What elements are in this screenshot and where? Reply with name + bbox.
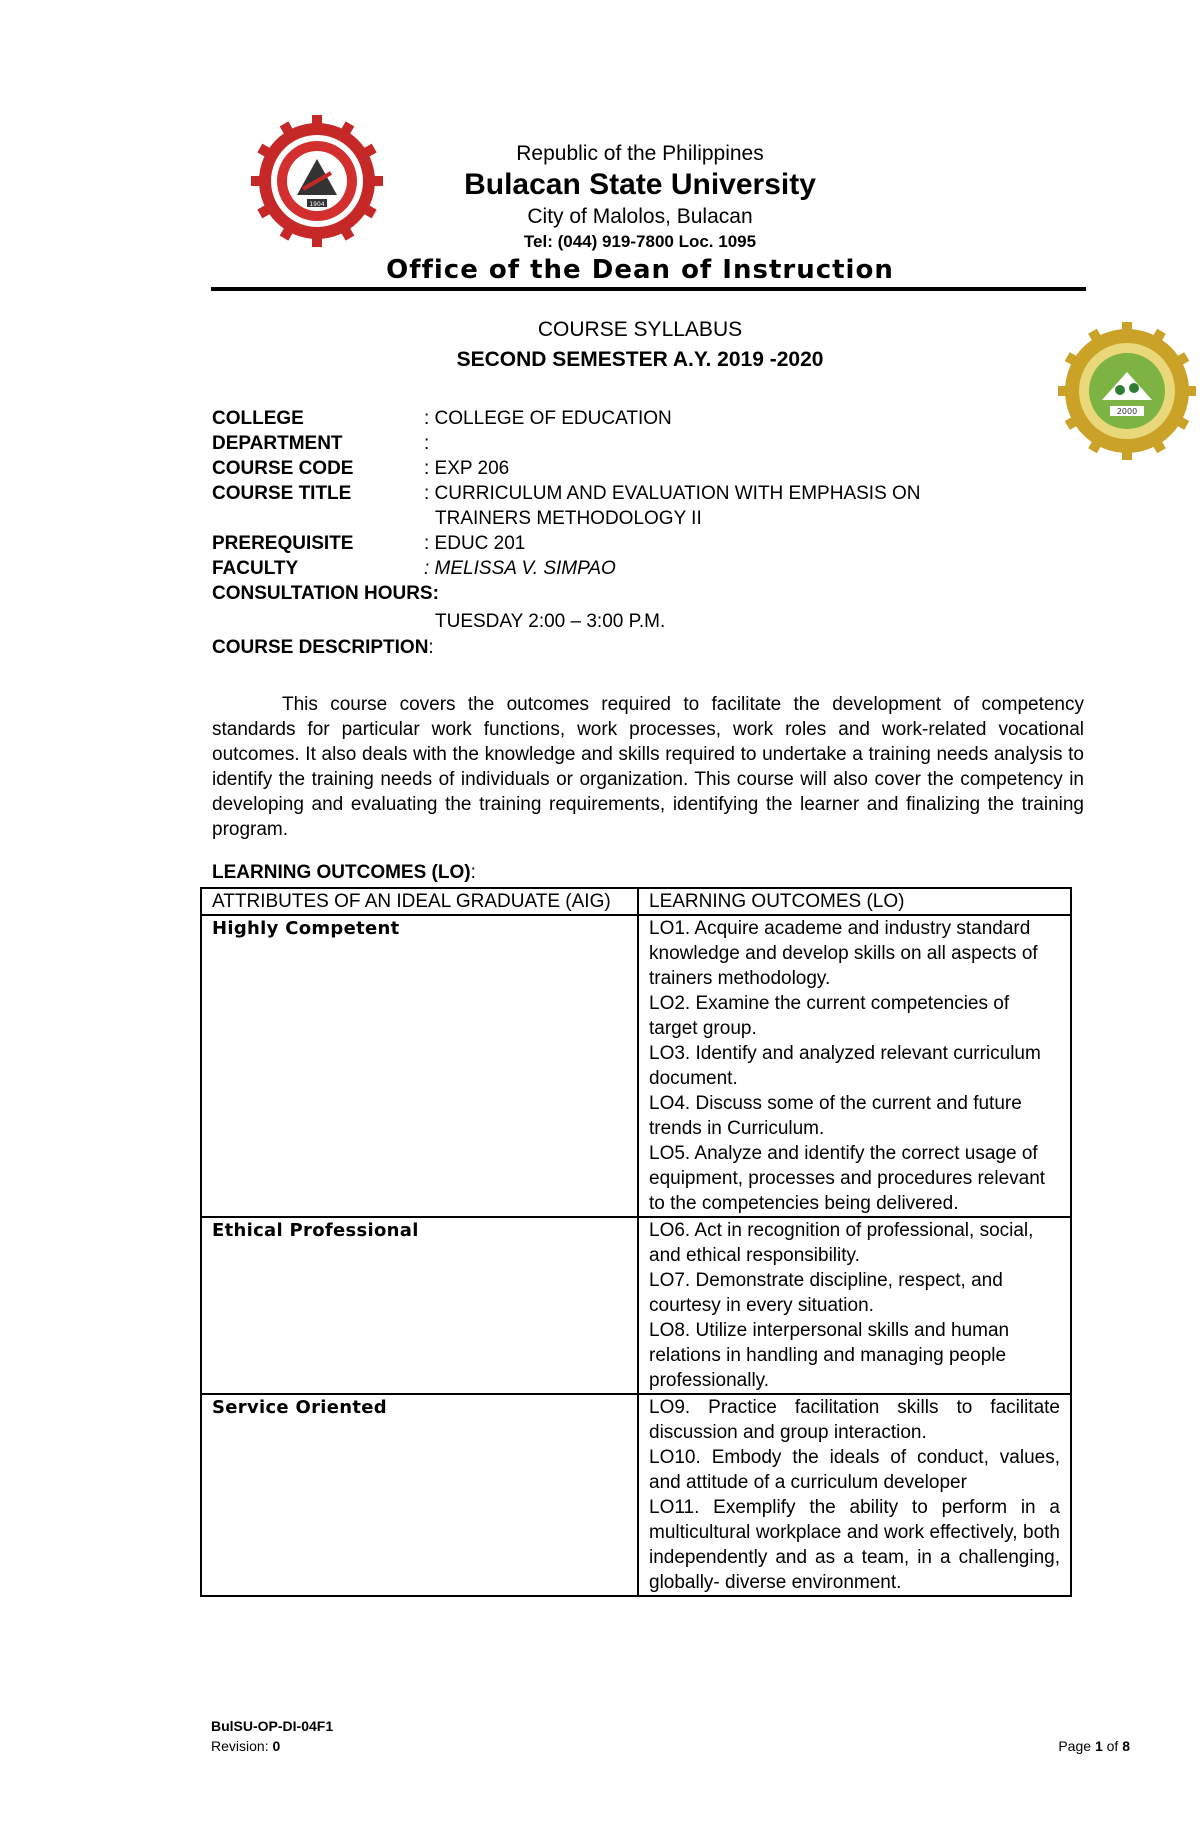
course-code-value: : EXP 206 bbox=[424, 458, 510, 479]
consultation-value: TUESDAY 2:00 – 3:00 P.M. bbox=[435, 611, 666, 632]
lo-item: LO2. Examine the current competencies of target group. bbox=[649, 993, 1010, 1039]
table-row bbox=[201, 1394, 1071, 1596]
course-code-label: COURSE CODE bbox=[212, 458, 354, 479]
department-value: : bbox=[424, 433, 430, 454]
course-description-text: This course covers the outcomes required to facilitate the development of competency standards for particular work functions, work processes, work roles and work-related vocational outcomes. It also deals with the knowledge and skills required to undertake a training needs analysis to identify the training needs of individuals or organization. This course will also cover the competency in developing and evaluating the training requirements, identifying the learner and finalizing the training program. bbox=[212, 694, 1084, 840]
course-title-value-cont: TRAINERS METHODOLOGY II bbox=[435, 508, 702, 529]
prerequisite-label: PREREQUISITE bbox=[212, 533, 354, 554]
revision: Revision: 0 bbox=[211, 1738, 281, 1754]
table-row bbox=[201, 1217, 1071, 1394]
learning-outcomes-heading: LEARNING OUTCOMES (LO): bbox=[212, 862, 476, 883]
republic-text: Republic of the Philippines bbox=[516, 142, 764, 165]
course-title-value: : CURRICULUM AND EVALUATION WITH EMPHASIS ON bbox=[424, 483, 921, 504]
lo-item: LO10. Embody the ideals of conduct, values, and attitude of a curriculum developer bbox=[649, 1447, 1060, 1493]
semester-title: SECOND SEMESTER A.Y. 2019 -2020 bbox=[456, 348, 824, 371]
header-divider bbox=[211, 287, 1086, 291]
form-code: BulSU-OP-DI-04F1 bbox=[211, 1718, 334, 1734]
aig-label: Highly Competent bbox=[212, 918, 400, 939]
city-text: City of Malolos, Bulacan bbox=[527, 205, 753, 228]
tel-text: Tel: (044) 919-7800 Loc. 1095 bbox=[523, 232, 757, 251]
aig-label: Service Oriented bbox=[212, 1397, 387, 1418]
lo-item: LO1. Acquire academe and industry standard knowledge and develop skills on all aspects of trainers methodology. bbox=[649, 918, 1038, 989]
department-label: DEPARTMENT bbox=[212, 433, 343, 454]
course-title-label: COURSE TITLE bbox=[212, 483, 352, 504]
office-title: Office of the Dean of Instruction bbox=[386, 255, 894, 285]
college-value: : COLLEGE OF EDUCATION bbox=[424, 408, 672, 429]
lo-item: LO9. Practice facilitation skills to facilitate discussion and group interaction. bbox=[649, 1397, 1060, 1443]
page-number: Page 1 of 8 bbox=[1058, 1738, 1130, 1754]
lo-item: LO7. Demonstrate discipline, respect, and courtesy in every situation. bbox=[649, 1270, 1003, 1316]
course-description-label: COURSE DESCRIPTION: bbox=[212, 637, 434, 658]
table-row bbox=[201, 915, 1071, 1217]
faculty-label: FACULTY bbox=[212, 558, 299, 579]
lo-item: LO11. Exemplify the ability to perform in a multicultural workplace and work effectively, both independently and as a team, in a challenging, globally- diverse environment. bbox=[649, 1497, 1060, 1593]
lo-item: LO4. Discuss some of the current and future trends in Curriculum. bbox=[649, 1093, 1022, 1139]
syllabus-title: COURSE SYLLABUS bbox=[537, 318, 743, 341]
svg-text:2000: 2000 bbox=[1116, 407, 1138, 416]
faculty-value: : MELISSA V. SIMPAO bbox=[424, 558, 616, 579]
table-header-row bbox=[201, 888, 1071, 915]
lo-item: LO6. Act in recognition of professional, social, and ethical responsibility. bbox=[649, 1220, 1034, 1266]
prerequisite-value: : EDUC 201 bbox=[424, 533, 526, 554]
college-label: COLLEGE bbox=[212, 408, 304, 429]
university-name: Bulacan State University bbox=[464, 168, 816, 201]
svg-text:1904: 1904 bbox=[309, 201, 325, 208]
course-info bbox=[212, 406, 1092, 666]
table-header-lo: LEARNING OUTCOMES (LO) bbox=[638, 888, 1071, 915]
aig-label: Ethical Professional bbox=[212, 1220, 419, 1241]
lo-item: LO3. Identify and analyzed relevant curriculum document. bbox=[649, 1043, 1041, 1089]
lo-item: LO8. Utilize interpersonal skills and human relations in handling and managing people professionally. bbox=[649, 1320, 1010, 1391]
lo-item: LO5. Analyze and identify the correct usage of equipment, processes and procedures relevant to the competencies being delivered. bbox=[649, 1143, 1046, 1214]
consultation-label: CONSULTATION HOURS: bbox=[212, 583, 439, 604]
table-header-aig: ATTRIBUTES OF AN IDEAL GRADUATE (AIG) bbox=[201, 888, 638, 915]
learning-outcomes-table bbox=[200, 887, 1072, 1597]
